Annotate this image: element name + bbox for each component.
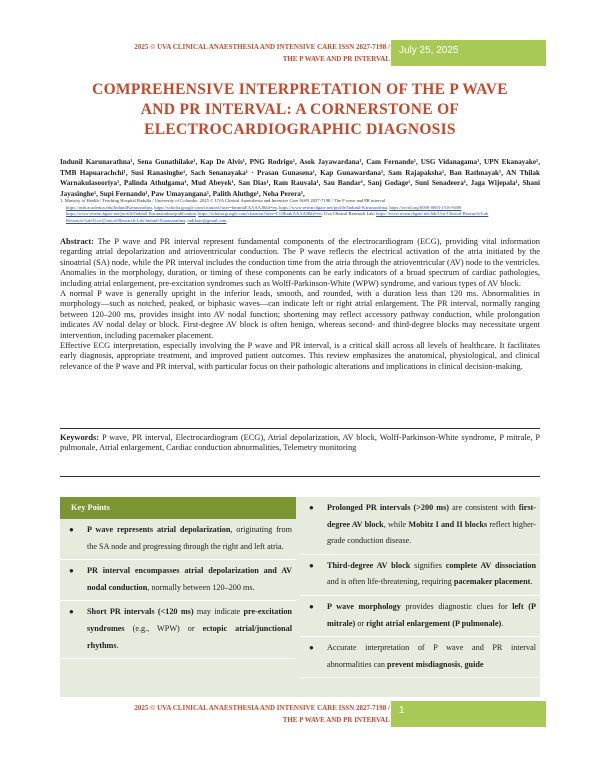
lab-link-2[interactable]: Research-Lab-Uva-Clinical-Research-Lab-Indunil-Karunarathna [66,217,186,223]
keywords-label: Keywords: [60,433,100,442]
paper-title [60,80,540,140]
page-number: 1 [399,705,405,716]
key-point-text: may indicate [193,607,244,617]
scholar-link[interactable]: https://scholar.google.com/citations?user=kmmfaEAAAAJ&hl=en [154,204,277,210]
key-point-text: , normally between 120–200 ms. [147,582,255,592]
key-point-text: are consistent with [449,503,519,512]
publication-link[interactable]: https://www.researchgate.net/profile/Indunil-Karunarathna/publication [66,211,196,217]
keywords-bottom-rule [60,476,540,477]
key-point [60,601,296,659]
key-point-text: and is often life-threatening, requiring [327,577,454,587]
key-points-right-list [300,497,540,678]
key-point-text: , while [383,519,409,529]
key-points-left-column [60,497,296,697]
affiliation-links-2: https://www.researchgate.net/profile/Indunil-Karunarathna/publication, https://scholar.google.com/citations?user=C1iRtmkAAAAJ&hl=en, Uva Clinical Research Lab: https://www.researchgate.net/lab/Uva-Clinical-Research-Lab [66,211,489,217]
orcid-link[interactable]: https://orcid.org/0000-0003-1516-9400 [389,204,462,210]
key-point-bold: PR interval encompasses atrial depolarization and AV nodal conduction [87,566,292,592]
lab-label: , Uva Clinical Research Lab [321,211,374,217]
affiliation-links-1: https://rmb.academia.edu/IndunilKarunarathna, https://scholar.google.com/citations?user=kmmfaEAAAAJ&hl=en, https://www.researchgate.net/profile/Indunil-Karunarathna, https://orcid.org/0000-0003-1516-9400 [66,204,462,210]
key-point-bold: right atrial enlargement (P pulmonale) [366,618,502,628]
bullet-icon: ● [69,566,74,576]
affiliation-line: 1. Ministry of Health / Teaching Hospital Badulla / University of Colombo. 2025 © UVA Clinical Anaesthesia and Intensive Care ISSN 2827-7198 / The P wave and PR interval [60,198,386,203]
key-point-text: (e.g., WPW) or [124,623,203,633]
keywords-text: P wave, PR interval, Electrocardiogram (ECG), Atrial depolarization, AV block, Wolff-Parkinson-White syndrome, P mitrale, P pulmonale, Atrial enlargement, Cardiac conduction abnormalities, Telemetry monitoring [60,433,541,453]
researchgate-link[interactable]: https://www.researchgate.net/profile/Indunil-Karunarathna [279,204,388,210]
bullet-icon: ● [309,601,314,611]
key-points-box [60,497,540,697]
key-point-bold: P wave represents atrial depolarization [87,525,231,534]
affiliation-links-3: Research-Lab-Uva-Clinical-Research-Lab-Indunil-Karunarathna, indikaru@gmail.com [66,217,227,223]
key-point-bold: first-degree AV block [327,503,536,529]
key-points-right-column [300,497,540,697]
title-line-1: COMPREHENSIVE INTERPRETATION OF THE P WAVE [92,81,508,98]
key-point [60,560,296,601]
key-point-bold: left (P mitrale) [327,601,536,628]
key-point-text: . [501,618,504,628]
abstract-paragraph-2: A normal P wave is generally upright in the inferior leads, smooth, and rounded, with a duration less than 120 ms. Abnormalities in morphology—such as notched, peaked, or biphasic waves—can indicate left or right atrial enlargement. The PR interval, normally ranging between 120–200 ms, provides insight into AV nodal function; shortening may reflect accessory pathway conduction, while prolongation indicates AV nodal delay or block. First-degree AV block is often benign, whereas second- and third-degree blocks may necessitate urgent intervention, including pacemaker placement. [60,289,540,340]
key-point-text: , [460,659,465,669]
key-point-bold: Short PR intervals (<120 ms) [87,607,194,617]
bullet-icon: ● [69,607,74,617]
running-header-line1: 2025 © UVA CLINICAL ANAESTHESIA AND INTENSIVE CARE ISSN 2827-7198 / [134,43,390,51]
key-point-bold: prevent misdiagnosis [387,659,461,669]
footer-page-bar [391,701,546,727]
key-point-bold: guide [464,659,484,669]
key-point-bold: Prolonged PR intervals (>200 ms) [327,503,449,512]
key-points-heading: Key Points [60,497,296,519]
key-point-text: . [116,640,119,650]
bullet-icon: ● [309,643,314,653]
key-point-bold: P wave morphology [327,601,401,611]
affiliation-block [60,198,540,224]
scholar-link-2[interactable]: https://scholar.google.com/citations?user=C1iRtmkAAAAJ&hl=en [198,211,322,217]
key-point-text: Accurate interpretation of P wave and PR interval abnormalities can [327,643,536,669]
key-point-text: provides diagnostic clues for [400,601,513,611]
abstract-paragraph-1 [60,237,540,289]
key-point [300,637,540,678]
abstract-paragraph-3: Effective ECG interpretation, especially involving the P wave and PR interval, is a critical skill across all levels of healthcare. It facilitates early diagnosis, appropriate treatment, and improved patient outcomes. This review emphasizes the anatomical, physiological, and clinical relevance of the P wave and PR interval, with particular focus on their pathologic alterations and implications in clinical decision-making. [60,341,540,371]
key-point [300,596,540,637]
key-point-text: reflect higher-grade conduction disease. [327,519,536,546]
abstract-text-1: The P wave and PR interval represent fundamental components of the electrocardiogram (ECG), providing vital information regarding atrial depolarization and atrioventricular conduction. The P wave reflects the electrical activation of the atria initiated by the sinoatrial (SA) node, while the PR interval includes the conduction time from the atria through the atrioventricular (AV) node to the ventricles. Anomalies in the morphology, duration, or timing of these components can be early indicators of a broad spectrum of cardiac pathologies, including atrial enlargement, pre-excitation syndromes such as Wolff-Parkinson-White (WPW) syndrome, and various types of AV block. [60,237,540,288]
key-point-bold: Third-degree AV block [327,560,411,570]
running-footer-line2: THE P WAVE AND PR INTERVAL [282,716,390,724]
abstract-label: Abstract: [60,237,94,246]
author-list: Indunil Karunarathna¹, Sena Gunathilake¹, Kap De Alvis¹, PNG Rodrigo¹, Asok Jayawardana¹, Cam Fernando¹, USG Vidanagama¹, UPN Ekanayake¹, TMB Hapuarachchi¹, Susi Ranasinghe¹, Sach Senanayaka¹ · Prasan Gunasena¹, Kap Gunawardana¹, Sam Rajapaksha¹, Ban Rathnayak¹, AN Thilak Warnakulasooriya¹, Palinda Athulgama¹, Mud Abeyek¹, San Dias¹, Ram Rauvala¹, Sau Bandar¹, Sanj Godage¹, Suni Senadeera¹, Jaga Wijepala¹, Shani Jayasinghe¹, Supi Fernando¹, Paw Umayangana¹, Palith Aluthge¹, Neha Perera¹, [60,158,540,198]
bullet-icon: ● [69,525,74,534]
abstract [60,237,540,372]
keywords-top-rule [60,428,540,429]
title-line-2: AND PR INTERVAL: A CORNERSTONE OF [140,101,460,118]
running-header-line2: THE P WAVE AND PR INTERVAL [282,55,390,63]
key-point-bold: pacemaker placement [453,577,531,587]
key-point-text: signifies [410,560,446,570]
lab-link[interactable]: https://www.researchgate.net/lab/Uva-Clinical-Research-Lab [376,211,489,217]
running-footer [60,702,390,726]
bullet-icon: ● [309,560,314,570]
key-point-text: or [355,618,367,628]
header-date-bar [391,40,546,66]
key-point-text: , originating from the SA node and progressing through the right and left atria. [87,525,292,551]
key-points-left-list [60,519,296,659]
header-date: July 25, 2025 [399,45,459,56]
running-footer-line1: 2025 © UVA CLINICAL ANAESTHESIA AND INTENSIVE CARE ISSN 2827-7198 / [134,704,390,712]
key-point-bold: Mobitz I and II blocks [408,519,488,529]
bullet-icon: ● [309,503,314,512]
key-point-bold: complete AV dissociation [445,560,536,570]
key-point-text: . [530,577,533,587]
key-point-bold: ectopic atrial/junctional rhythms [87,623,292,650]
email-link[interactable]: indikaru@gmail.com [187,217,227,223]
key-point-bold: pre-excitation syndromes [87,607,292,633]
running-header [60,41,390,67]
key-point [300,497,540,555]
academia-link[interactable]: https://rmb.academia.edu/IndunilKarunarathna [66,204,152,210]
key-point [60,519,296,560]
key-point [300,555,540,596]
title-line-3: ELECTROCARDIOGRAPHIC DIAGNOSIS [144,121,456,138]
keywords [60,433,540,454]
